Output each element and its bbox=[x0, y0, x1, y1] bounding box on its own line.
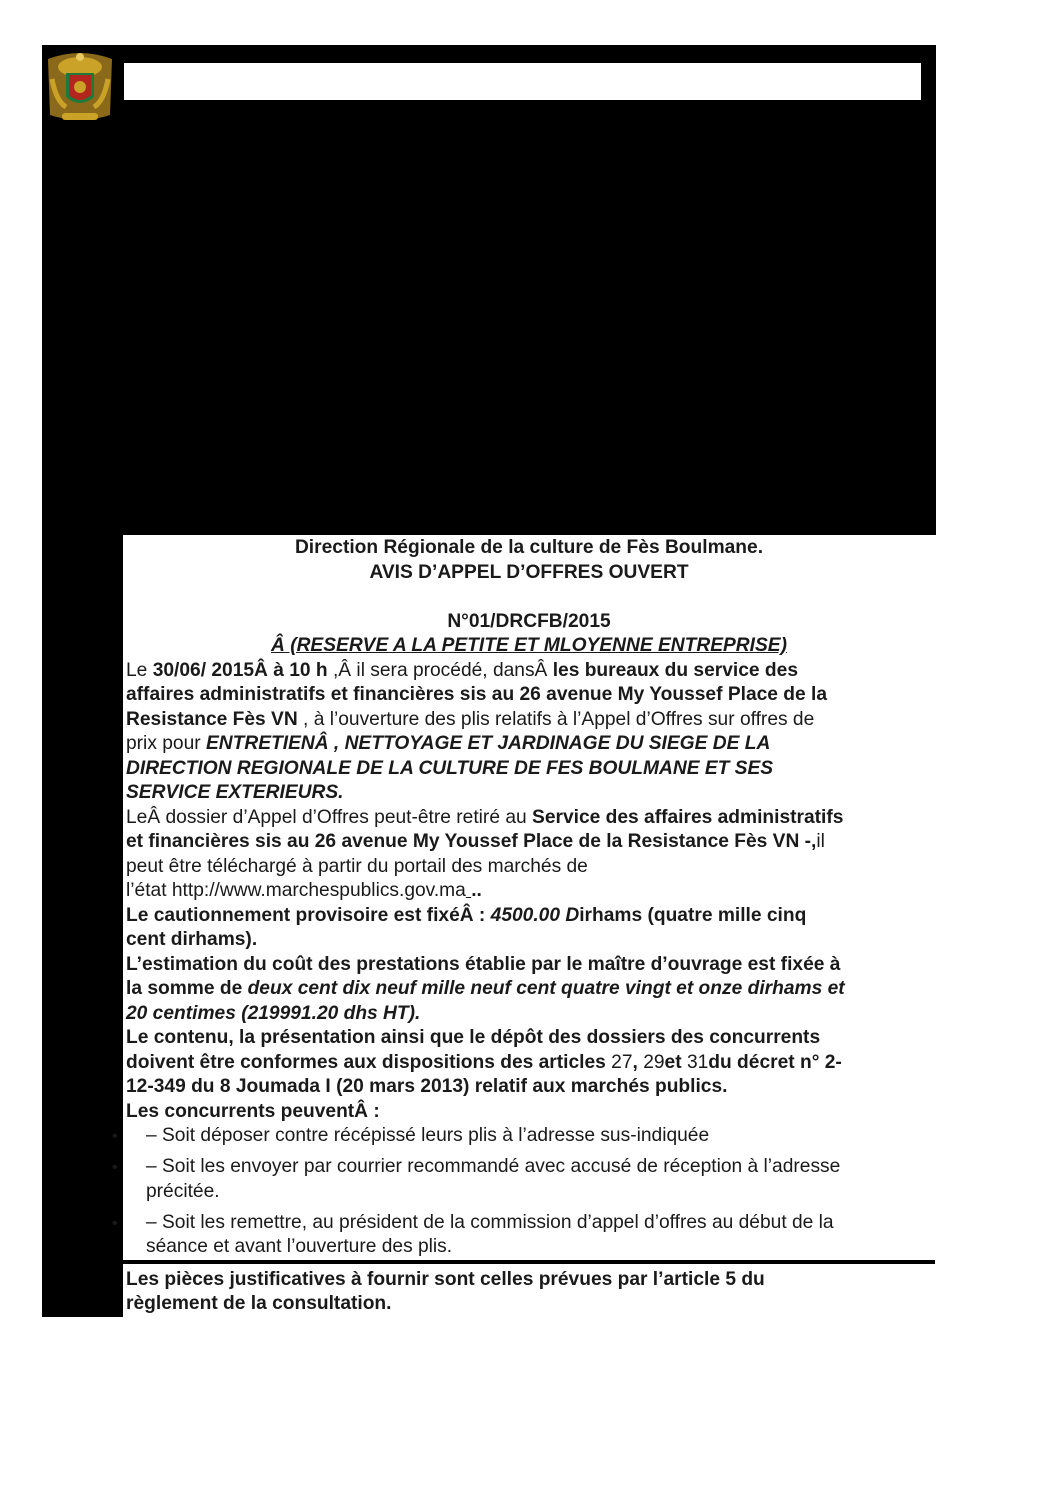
p5-line-1: Le contenu, la présentation ainsi que le dépôt des dossiers des concurrents bbox=[126, 1027, 821, 1048]
bullet-icon: • bbox=[112, 1215, 118, 1232]
avis-number: N°01/DRCFB/2015 bbox=[447, 611, 611, 632]
footer-line-2: règlement de la consultation. bbox=[126, 1293, 392, 1314]
header-white-bar bbox=[124, 63, 921, 100]
p5-text: et bbox=[664, 1052, 687, 1073]
bullet-icon: • bbox=[112, 1159, 118, 1176]
reserve-note: Â (RESERVE A LA PETITE ET MLOYENNE ENTREPRISE) bbox=[271, 635, 787, 656]
caution-text: irhams (quatre mille cinq bbox=[579, 905, 807, 926]
p2-line-4 bbox=[126, 879, 482, 904]
p1-object: ENTRETIENÂ , NETTOYAGE ET JARDINAGE DU SIEGE DE LA bbox=[205, 733, 771, 754]
p2-service: et financières sis au 26 avenue My Youssef Place de la Resistance Fès VN -, bbox=[126, 831, 817, 852]
p1-line-4 bbox=[126, 732, 770, 757]
avis-title: AVIS D’APPEL D’OFFRES OUVERT bbox=[369, 562, 689, 583]
p2-text: l’état bbox=[126, 880, 172, 901]
p1-location: Resistance Fès VN bbox=[126, 709, 298, 730]
article-number: 27 bbox=[611, 1052, 633, 1073]
bullet-icon: • bbox=[112, 1128, 118, 1145]
p5-line-4: Les concurrents peuventÂ : bbox=[126, 1101, 380, 1122]
p4-line-3: 20 centimes (219991.20 dhs HT). bbox=[126, 1003, 421, 1024]
p5-text: , bbox=[632, 1052, 644, 1073]
estimate-text: la somme de bbox=[126, 978, 248, 999]
caution-label: Le cautionnement provisoire est fixéÂ : bbox=[126, 905, 491, 926]
p2-service: Service des affaires administratifs bbox=[532, 807, 844, 828]
p1-line-3 bbox=[126, 708, 814, 733]
p1-text: prix pour bbox=[126, 733, 206, 754]
bullet-item-1: – Soit déposer contre récépissé leurs plis à l’adresse sus-indiquée bbox=[146, 1125, 710, 1146]
p2-line-2 bbox=[126, 830, 825, 855]
bullet-item-3-line-2: séance et avant l’ouverture des plis. bbox=[146, 1236, 453, 1257]
estimate-amount: deux cent dix neuf mille neuf cent quatre vingt et onze dirhams et bbox=[247, 978, 845, 999]
footer-line-1: Les pièces justificatives à fournir sont celles prévues par l’article 5 du bbox=[126, 1269, 765, 1290]
bullet-item-2-line-1: – Soit les envoyer par courrier recommandé avec accusé de réception à l’adresse bbox=[146, 1156, 841, 1177]
p5-line-2 bbox=[126, 1051, 842, 1076]
p3-line-2: cent dirhams). bbox=[126, 929, 258, 950]
direction-title: Direction Régionale de la culture de Fès Boulmane. bbox=[294, 537, 764, 558]
redacted-left-margin bbox=[42, 535, 123, 1317]
bullet-item-2-line-2: précitée. bbox=[146, 1181, 220, 1202]
p5-text: du décret n° 2- bbox=[708, 1052, 842, 1073]
coat-of-arms-emblem bbox=[42, 45, 118, 127]
separator-line bbox=[111, 1260, 935, 1264]
p1-line-5: DIRECTION REGIONALE DE LA CULTURE DE FES BOULMANE ET SES bbox=[126, 758, 774, 779]
p2-text: .. bbox=[471, 880, 482, 901]
caution-amount: 4500.00 D bbox=[490, 905, 580, 926]
p5-text: doivent être conformes aux dispositions des articles bbox=[126, 1052, 612, 1073]
p2-line-3: peut être téléchargé à partir du portail des marchés de bbox=[126, 856, 588, 877]
portal-link[interactable]: http://www.marchespublics.gov.ma bbox=[171, 880, 466, 901]
redacted-header-block bbox=[42, 45, 936, 535]
bullet-item-3-line-1: – Soit les remettre, au président de la commission d’appel d’offres au début de la bbox=[146, 1212, 834, 1233]
p2-text: il bbox=[816, 831, 825, 852]
p1-text: , à l’ouverture des plis relatifs à l’Appel d’Offres sur offres de bbox=[297, 709, 815, 730]
p1-text: Le bbox=[126, 660, 153, 681]
p1-text: ,Â il sera procédé, dansÂ bbox=[332, 660, 553, 681]
p3-line-1 bbox=[126, 904, 806, 929]
article-number: 31 bbox=[686, 1052, 709, 1073]
p1-date: 30/06/ 2015Â à 10 h bbox=[152, 660, 333, 681]
p4-line-2 bbox=[126, 977, 845, 1002]
p5-line-3: 12-349 du 8 Joumada I (20 mars 2013) relatif aux marchés publics. bbox=[126, 1076, 728, 1097]
p1-line-1 bbox=[126, 659, 798, 684]
p1-line-2: affaires administratifs et financières sis au 26 avenue My Youssef Place de la bbox=[126, 684, 828, 705]
p2-line-1 bbox=[126, 806, 843, 831]
p4-line-1: L’estimation du coût des prestations établie par le maître d’ouvrage est fixée à bbox=[126, 954, 841, 975]
article-number: 29 bbox=[643, 1052, 665, 1073]
p2-text: LeÂ dossier d’Appel d’Offres peut-être retiré au bbox=[126, 807, 533, 828]
p1-location: les bureaux du service des bbox=[552, 660, 798, 681]
p1-line-6: SERVICE EXTERIEURS. bbox=[126, 782, 344, 803]
